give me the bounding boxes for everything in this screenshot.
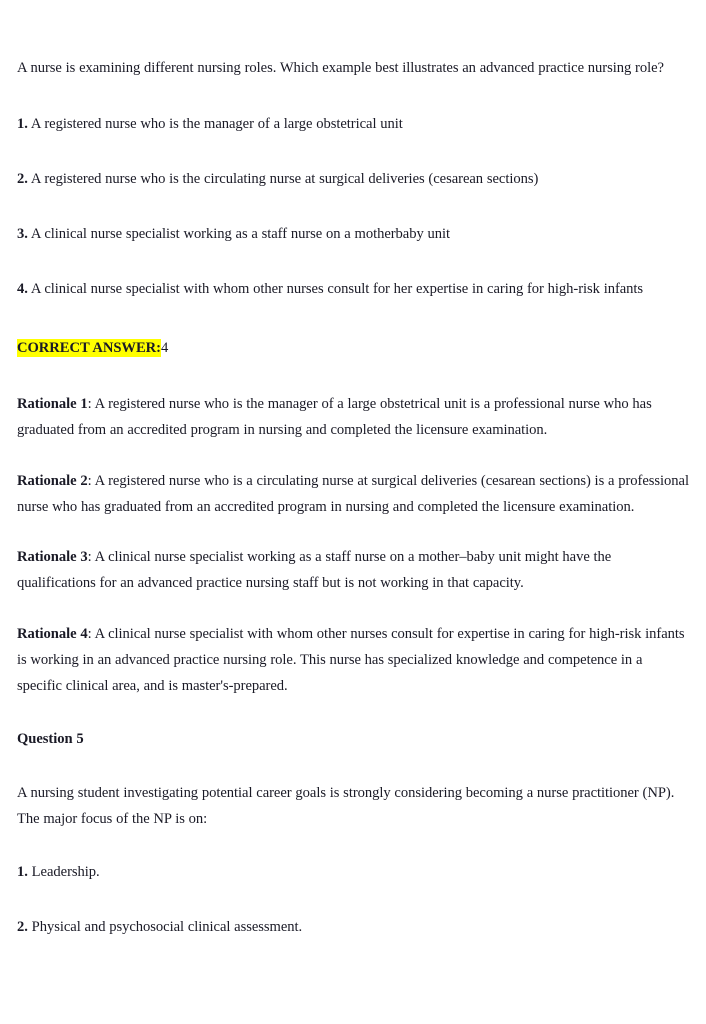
rationale-1-separator: :: [87, 396, 95, 412]
option-text: A registered nurse who is the manager of a large obstetrical unit: [30, 116, 403, 132]
option-number: 4.: [17, 281, 28, 297]
rationale-3: [17, 544, 690, 596]
option-number: 2.: [17, 171, 28, 187]
rationale-4-text: A clinical nurse specialist with whom other nurses consult for expertise in caring for high-risk infants is working in an advanced practice nursing role. This nurse has specialized knowledge and competence in a specific clinical area, and is master's-prepared.: [17, 626, 685, 694]
option-text: A clinical nurse specialist with whom other nurses consult for her expertise in caring for high-risk infants: [30, 281, 644, 297]
option-number: 2.: [17, 919, 28, 935]
rationale-2: [17, 468, 690, 520]
rationale-4-label: Rationale 4: [17, 626, 88, 642]
rationale-1-text: A registered nurse who is the manager of a large obstetrical unit is a professional nurse who has graduated from an accredited program in nursing and completed the licensure examination.: [17, 396, 652, 438]
correct-answer-value: 4: [160, 340, 169, 356]
question-4-stem-text: A nurse is examining different nursing roles. Which example best illustrates an advanced practice nursing role?: [17, 60, 664, 76]
question-5-heading: Question 5: [17, 731, 84, 747]
rationale-4: [17, 621, 690, 699]
question-5-stem: [17, 780, 690, 832]
correct-answer-line: [17, 335, 690, 361]
rationale-3-label: Rationale 3: [17, 549, 88, 565]
option-text: A registered nurse who is the circulating nurse at surgical deliveries (cesarean sections): [30, 171, 539, 187]
rationale-3-separator: :: [87, 549, 95, 565]
rationale-1-label: Rationale 1: [17, 396, 88, 412]
rationale-2-text: A registered nurse who is a circulating nurse at surgical deliveries (cesarean sections) is a professional nurse who has graduated from an accredited program in nursing and completed the licensure examination.: [17, 473, 689, 515]
question-4-option-3[interactable]: [17, 221, 690, 247]
rationale-2-label: Rationale 2: [17, 473, 88, 489]
rationale-4-separator: :: [87, 626, 95, 642]
option-text: Leadership.: [31, 864, 100, 880]
document-content: [17, 55, 690, 940]
rationale-3-text: A clinical nurse specialist working as a staff nurse on a mother–baby unit might have the qualifications for an advanced practice nursing staff but is not working in that capacity.: [17, 549, 612, 591]
question-4-stem: [17, 55, 690, 81]
question-4-option-4[interactable]: [17, 276, 690, 302]
option-number: 3.: [17, 226, 28, 242]
option-text: Physical and psychosocial clinical assessment.: [31, 919, 303, 935]
option-number: 1.: [17, 864, 28, 880]
question-5-option-1[interactable]: [17, 859, 690, 885]
rationale-2-separator: :: [87, 473, 95, 489]
option-text: A clinical nurse specialist working as a staff nurse on a motherbaby unit: [30, 226, 451, 242]
rationale-1: [17, 391, 690, 443]
option-number: 1.: [17, 116, 28, 132]
correct-answer-highlight-label: CORRECT ANSWER:: [17, 340, 161, 356]
question-5-stem-text: A nursing student investigating potential career goals is strongly considering becoming a nurse practitioner (NP). The major focus of the NP is on:: [17, 785, 675, 827]
question-4-option-1[interactable]: [17, 111, 690, 137]
question-5-option-2[interactable]: [17, 914, 690, 940]
question-4-option-2[interactable]: [17, 166, 690, 192]
